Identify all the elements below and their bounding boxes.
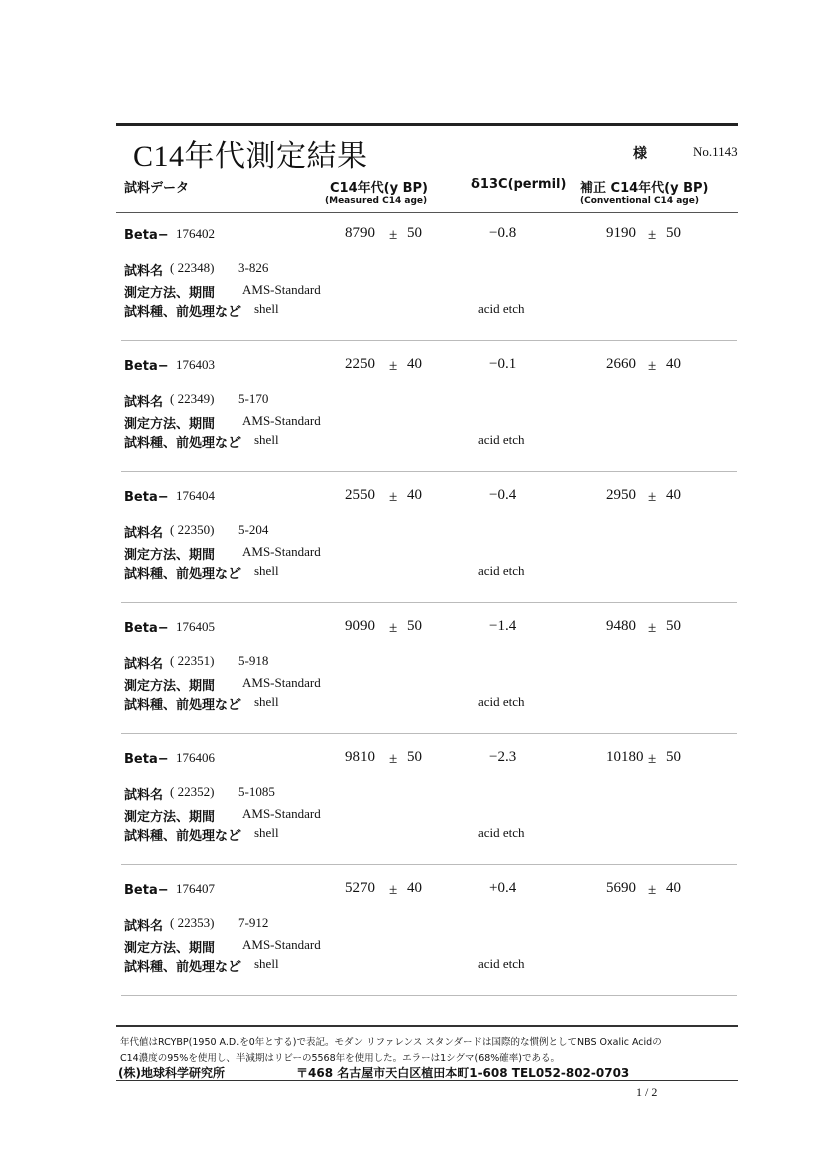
conventional-age-error: 50 <box>666 225 681 241</box>
beta-id: 176403 <box>176 357 215 372</box>
header-corrected-age-sub: (Conventional C14 age) <box>580 196 699 206</box>
sample-number: ( 22350) <box>170 522 215 537</box>
pretreatment-value: acid etch <box>478 956 525 971</box>
c14-age-value: 9090 <box>345 618 375 634</box>
header-corrected-age: 補正 C14年代(y BP) <box>580 181 709 196</box>
sample-name-value: 7-912 <box>238 915 269 930</box>
c14-age-value: 2550 <box>345 487 375 503</box>
plus-minus-sign: ± <box>648 227 657 243</box>
header-c14-age: C14年代(y BP) <box>330 181 428 196</box>
sample-number: ( 22349) <box>170 391 215 406</box>
conventional-age-value: 2950 <box>606 487 636 503</box>
delta13c-value: −0.8 <box>489 225 517 241</box>
method-label: 測定方法、期間 <box>124 548 216 563</box>
conventional-age-error: 50 <box>666 749 681 765</box>
c14-age-error: 40 <box>407 487 422 503</box>
conventional-age-value: 9480 <box>606 618 636 634</box>
material-value: shell <box>254 301 279 316</box>
plus-minus-sign: ± <box>389 227 398 243</box>
header-sample-data: 試料データ <box>124 181 190 196</box>
c14-age-value: 8790 <box>345 225 375 241</box>
plus-minus-sign: ± <box>389 882 398 898</box>
sample-separator <box>121 733 737 734</box>
material-value: shell <box>254 956 279 971</box>
method-value: AMS-Standard <box>242 675 321 690</box>
material-label: 試料種、前処理など <box>124 567 242 582</box>
sample-name-label: 試料名 <box>124 788 164 803</box>
note-line-1: 年代値はRCYBP(1950 A.D.を0年とする)で表記。モダン リファレンス スタンダードは国際的な慣例としてNBS Oxalic Acidの <box>120 1037 662 1048</box>
beta-label: Beta− <box>124 490 169 505</box>
header-delta13c: δ13C(permil) <box>471 177 567 192</box>
method-value: AMS-Standard <box>242 806 321 821</box>
material-value: shell <box>254 563 279 578</box>
conventional-age-error: 40 <box>666 356 681 372</box>
beta-label: Beta− <box>124 359 169 374</box>
page-number: 1 / 2 <box>636 1085 658 1099</box>
delta13c-value: −0.1 <box>489 356 517 372</box>
sample-name-value: 5-204 <box>238 522 269 537</box>
honorific-label: 様 <box>633 146 647 162</box>
c14-age-error: 50 <box>407 618 422 634</box>
c14-age-error: 40 <box>407 356 422 372</box>
conventional-age-value: 2660 <box>606 356 636 372</box>
beta-id: 176405 <box>176 619 215 634</box>
conventional-age-error: 50 <box>666 618 681 634</box>
company-name: (株)地球科学研究所 <box>118 1066 225 1080</box>
plus-minus-sign: ± <box>389 620 398 636</box>
top-rule <box>116 123 738 126</box>
beta-id: 176404 <box>176 488 215 503</box>
plus-minus-sign: ± <box>648 358 657 374</box>
beta-label: Beta− <box>124 621 169 636</box>
document-number: No.1143 <box>693 144 738 159</box>
sample-name-value: 3-826 <box>238 260 269 275</box>
sample-separator <box>121 471 737 472</box>
beta-label: Beta− <box>124 228 169 243</box>
plus-minus-sign: ± <box>648 489 657 505</box>
plus-minus-sign: ± <box>648 882 657 898</box>
material-value: shell <box>254 825 279 840</box>
sample-name-label: 試料名 <box>124 395 164 410</box>
material-label: 試料種、前処理など <box>124 698 242 713</box>
sample-name-label: 試料名 <box>124 526 164 541</box>
beta-id: 176406 <box>176 750 215 765</box>
sample-name-label: 試料名 <box>124 919 164 934</box>
conventional-age-value: 5690 <box>606 880 636 896</box>
sample-number: ( 22351) <box>170 653 215 668</box>
sample-number: ( 22353) <box>170 915 215 930</box>
company-address: 〒468 名古屋市天白区植田本町1-608 TEL052-802-0703 <box>296 1066 630 1080</box>
beta-id: 176407 <box>176 881 215 896</box>
c14-age-value: 5270 <box>345 880 375 896</box>
header-c14-age-sub: (Measured C14 age) <box>325 196 428 206</box>
method-label: 測定方法、期間 <box>124 417 216 432</box>
delta13c-value: −1.4 <box>489 618 517 634</box>
beta-id: 176402 <box>176 226 215 241</box>
c14-age-error: 40 <box>407 880 422 896</box>
material-label: 試料種、前処理など <box>124 829 242 844</box>
method-label: 測定方法、期間 <box>124 941 216 956</box>
c14-age-error: 50 <box>407 225 422 241</box>
pretreatment-value: acid etch <box>478 563 525 578</box>
pretreatment-value: acid etch <box>478 432 525 447</box>
plus-minus-sign: ± <box>648 751 657 767</box>
note-line-2: C14濃度の95%を使用し、半減期はリビーの5568年を使用した。エラーは1シグマ(68%確率)である。 <box>120 1053 561 1064</box>
method-value: AMS-Standard <box>242 413 321 428</box>
material-value: shell <box>254 432 279 447</box>
c14-age-value: 9810 <box>345 749 375 765</box>
sample-separator <box>121 602 737 603</box>
method-label: 測定方法、期間 <box>124 810 216 825</box>
plus-minus-sign: ± <box>389 751 398 767</box>
method-value: AMS-Standard <box>242 282 321 297</box>
pretreatment-value: acid etch <box>478 301 525 316</box>
sample-name-value: 5-1085 <box>238 784 275 799</box>
sample-separator <box>121 340 737 341</box>
sample-separator <box>121 864 737 865</box>
method-label: 測定方法、期間 <box>124 286 216 301</box>
plus-minus-sign: ± <box>389 358 398 374</box>
sample-name-value: 5-170 <box>238 391 269 406</box>
sample-separator <box>121 995 737 996</box>
method-label: 測定方法、期間 <box>124 679 216 694</box>
sample-name-label: 試料名 <box>124 264 164 279</box>
material-label: 試料種、前処理など <box>124 436 242 451</box>
material-label: 試料種、前処理など <box>124 960 242 975</box>
delta13c-value: +0.4 <box>489 880 517 896</box>
plus-minus-sign: ± <box>648 620 657 636</box>
delta13c-value: −0.4 <box>489 487 517 503</box>
delta13c-value: −2.3 <box>489 749 517 765</box>
page-title: C14年代測定結果 <box>133 140 368 173</box>
c14-age-error: 50 <box>407 749 422 765</box>
sample-number: ( 22352) <box>170 784 215 799</box>
material-value: shell <box>254 694 279 709</box>
header-rule <box>116 212 738 213</box>
method-value: AMS-Standard <box>242 544 321 559</box>
conventional-age-value: 10180 <box>606 749 644 765</box>
sample-name-value: 5-918 <box>238 653 269 668</box>
c14-age-value: 2250 <box>345 356 375 372</box>
conventional-age-value: 9190 <box>606 225 636 241</box>
conventional-age-error: 40 <box>666 487 681 503</box>
table-end-rule <box>116 1025 738 1027</box>
sample-name-label: 試料名 <box>124 657 164 672</box>
plus-minus-sign: ± <box>389 489 398 505</box>
beta-label: Beta− <box>124 752 169 767</box>
method-value: AMS-Standard <box>242 937 321 952</box>
conventional-age-error: 40 <box>666 880 681 896</box>
sample-number: ( 22348) <box>170 260 215 275</box>
pretreatment-value: acid etch <box>478 825 525 840</box>
material-label: 試料種、前処理など <box>124 305 242 320</box>
pretreatment-value: acid etch <box>478 694 525 709</box>
beta-label: Beta− <box>124 883 169 898</box>
